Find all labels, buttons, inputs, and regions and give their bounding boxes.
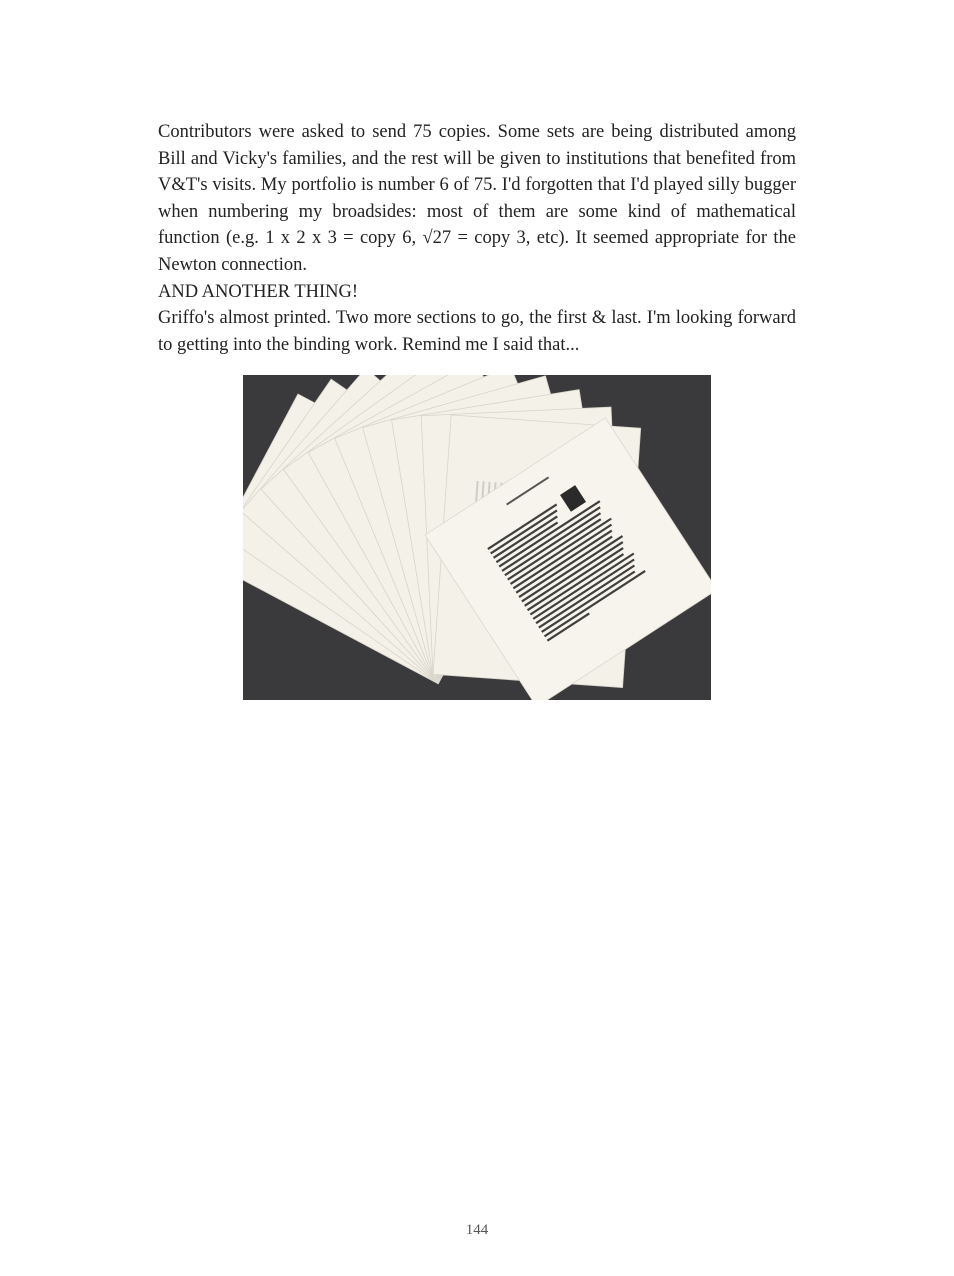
paragraph-contributors: Contributors were asked to send 75 copies. Some sets are being distributed among Bill and Vicky's families, and the rest will be given to institutions that benefited from V&T's visits. My portfolio is number 6 of 75. I'd forgotten that I'd played silly bugger when numbering my broadsides: most of them are some kind of mathematical function (e.g. 1 x 2 x 3 = copy 6, √27 = copy 3, etc). It seemed appropriate for the Newton connection. xyxy=(158,122,796,275)
section-heading: AND ANOTHER THING! xyxy=(158,281,359,302)
photo-fanned-broadsides xyxy=(243,375,711,700)
paragraph-griffo: Griffo's almost printed. Two more sections to go, the first & last. I'm looking forward to getting into the binding work. Remind me I said that... xyxy=(158,308,796,355)
body-text xyxy=(158,119,796,358)
fanned-sheets-illustration xyxy=(243,375,711,700)
page-number: 144 xyxy=(465,1222,489,1238)
